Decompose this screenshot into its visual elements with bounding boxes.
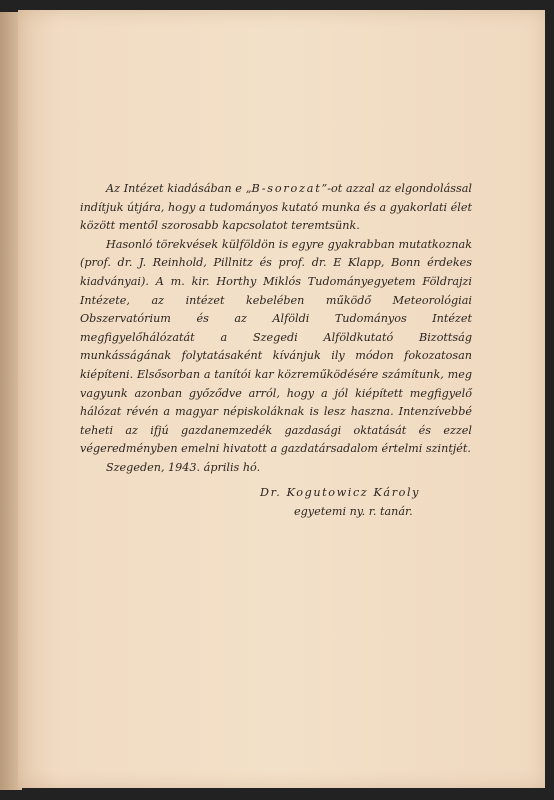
- signature-name: Dr. Kogutowicz Károly: [260, 486, 421, 499]
- document-page: [18, 10, 545, 788]
- place-date: Szegeden, 1943. április hó.: [106, 460, 261, 474]
- paragraph-1-post: ”-ot azzal az elgondolással indítjuk útjára, hogy a tudományos kutató munka és a gyakorlati élet között mentől szorosabb kapcsolatot teremtsünk.: [80, 182, 472, 233]
- paragraph-2: Hasonló törekvések külföldön is egyre gyakrabban mutatkoznak (prof. dr. J. Reinhold, Pillnitz és prof. dr. E Klapp, Bonn érdekes kiadványai). A m. kir. Horthy Miklós Tudományegyetem Földrajzi Intézete, az intézet kebelében működő Meteorológiai Obszervatórium és az Alföldi Tudományos Intézet megfigyelőhálózatát a Szegedi Alföldkutató Bizottság munkásságának folytatásaként kívánjuk ily módon fokozatosan kiépíteni. Elsősorban a tanítói kar közreműködésére számítunk, meg vagyunk azonban győződve arról, hogy a jól kiépített megfigyelő hálózat révén a magyar népiskoláknak is lesz haszna. Intenzívebbé teheti az ifjú gazdanemzedék gazdasági oktatását és ezzel végeredményben emelni hivatott a gazdatársadalom értelmi szintjét.: [80, 237, 472, 456]
- paragraph-1-pre: Az Intézet kiadásában e „: [106, 182, 252, 195]
- signature-title: egyetemi ny. r. tanár.: [294, 504, 413, 518]
- paragraph-1: [80, 180, 472, 236]
- series-name: B-sorozat: [251, 182, 322, 195]
- preface-text: [80, 180, 472, 478]
- signature-block: [260, 484, 420, 521]
